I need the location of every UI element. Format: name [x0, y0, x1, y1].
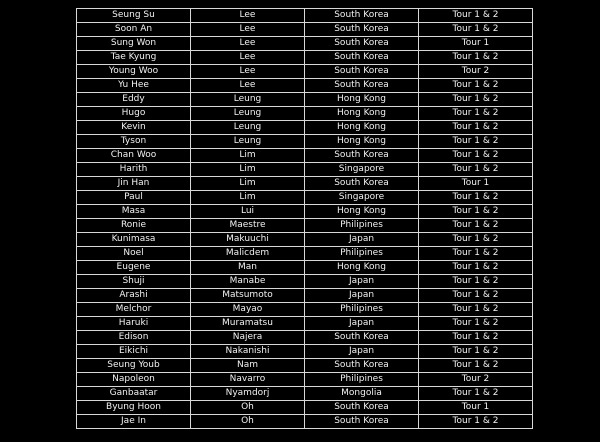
table-row	[77, 205, 533, 219]
first-name-cell: Harith	[77, 163, 191, 177]
tour-cell: Tour 1 & 2	[419, 261, 533, 275]
country-cell: Hong Kong	[305, 121, 419, 135]
last-name-cell: Najera	[191, 331, 305, 345]
last-name-cell: Nyamdorj	[191, 387, 305, 401]
tour-cell: Tour 1 & 2	[419, 135, 533, 149]
table-row	[77, 107, 533, 121]
last-name-cell: Lim	[191, 149, 305, 163]
table-row	[77, 275, 533, 289]
table-row	[77, 233, 533, 247]
table-row	[77, 163, 533, 177]
country-cell: South Korea	[305, 149, 419, 163]
last-name-cell: Malicdem	[191, 247, 305, 261]
tour-cell: Tour 1 & 2	[419, 345, 533, 359]
tour-cell: Tour 1 & 2	[419, 359, 533, 373]
tour-cell: Tour 1 & 2	[419, 149, 533, 163]
first-name-cell: Young Woo	[77, 65, 191, 79]
first-name-cell: Ganbaatar	[77, 387, 191, 401]
tour-cell: Tour 1	[419, 177, 533, 191]
first-name-cell: Noel	[77, 247, 191, 261]
last-name-cell: Mayao	[191, 303, 305, 317]
first-name-cell: Masa	[77, 205, 191, 219]
first-name-cell: Eikichi	[77, 345, 191, 359]
country-cell: South Korea	[305, 23, 419, 37]
first-name-cell: Eddy	[77, 93, 191, 107]
country-cell: Japan	[305, 233, 419, 247]
table-row	[77, 289, 533, 303]
last-name-cell: Leung	[191, 135, 305, 149]
last-name-cell: Matsumoto	[191, 289, 305, 303]
country-cell: Japan	[305, 275, 419, 289]
tour-cell: Tour 1 & 2	[419, 93, 533, 107]
last-name-cell: Manabe	[191, 275, 305, 289]
tour-cell: Tour 1 & 2	[419, 415, 533, 429]
last-name-cell: Lim	[191, 191, 305, 205]
table-row	[77, 121, 533, 135]
table-row	[77, 303, 533, 317]
country-cell: South Korea	[305, 79, 419, 93]
last-name-cell: Nakanishi	[191, 345, 305, 359]
first-name-cell: Jin Han	[77, 177, 191, 191]
roster-table-body	[77, 9, 533, 429]
tour-cell: Tour 1 & 2	[419, 233, 533, 247]
table-row	[77, 373, 533, 387]
tour-cell: Tour 1 & 2	[419, 247, 533, 261]
tour-cell: Tour 1 & 2	[419, 387, 533, 401]
country-cell: Philipines	[305, 303, 419, 317]
last-name-cell: Makuuchi	[191, 233, 305, 247]
last-name-cell: Oh	[191, 401, 305, 415]
table-row	[77, 51, 533, 65]
country-cell: Philipines	[305, 219, 419, 233]
first-name-cell: Paul	[77, 191, 191, 205]
tour-cell: Tour 1 & 2	[419, 79, 533, 93]
tour-cell: Tour 1 & 2	[419, 331, 533, 345]
last-name-cell: Lee	[191, 65, 305, 79]
table-row	[77, 261, 533, 275]
country-cell: South Korea	[305, 65, 419, 79]
table-row	[77, 317, 533, 331]
table-row	[77, 345, 533, 359]
tour-cell: Tour 1 & 2	[419, 191, 533, 205]
table-row	[77, 331, 533, 345]
first-name-cell: Melchor	[77, 303, 191, 317]
last-name-cell: Lee	[191, 9, 305, 23]
country-cell: Hong Kong	[305, 205, 419, 219]
last-name-cell: Lee	[191, 23, 305, 37]
table-row	[77, 247, 533, 261]
first-name-cell: Chan Woo	[77, 149, 191, 163]
table-row	[77, 9, 533, 23]
country-cell: Philipines	[305, 373, 419, 387]
last-name-cell: Navarro	[191, 373, 305, 387]
country-cell: South Korea	[305, 331, 419, 345]
table-row	[77, 415, 533, 429]
first-name-cell: Napoleon	[77, 373, 191, 387]
last-name-cell: Man	[191, 261, 305, 275]
last-name-cell: Lee	[191, 37, 305, 51]
first-name-cell: Seung Youb	[77, 359, 191, 373]
first-name-cell: Kunimasa	[77, 233, 191, 247]
tour-cell: Tour 1 & 2	[419, 51, 533, 65]
country-cell: Hong Kong	[305, 107, 419, 121]
last-name-cell: Oh	[191, 415, 305, 429]
country-cell: South Korea	[305, 415, 419, 429]
country-cell: South Korea	[305, 9, 419, 23]
tour-cell: Tour 1 & 2	[419, 303, 533, 317]
last-name-cell: Leung	[191, 121, 305, 135]
first-name-cell: Yu Hee	[77, 79, 191, 93]
table-row	[77, 79, 533, 93]
roster-table	[76, 8, 533, 429]
first-name-cell: Kevin	[77, 121, 191, 135]
last-name-cell: Lee	[191, 79, 305, 93]
first-name-cell: Tae Kyung	[77, 51, 191, 65]
country-cell: Japan	[305, 289, 419, 303]
roster-table-container	[76, 8, 532, 429]
last-name-cell: Lim	[191, 163, 305, 177]
table-row	[77, 65, 533, 79]
last-name-cell: Leung	[191, 107, 305, 121]
first-name-cell: Shuji	[77, 275, 191, 289]
tour-cell: Tour 1 & 2	[419, 9, 533, 23]
table-row	[77, 93, 533, 107]
country-cell: Hong Kong	[305, 93, 419, 107]
country-cell: Japan	[305, 345, 419, 359]
last-name-cell: Nam	[191, 359, 305, 373]
first-name-cell: Eugene	[77, 261, 191, 275]
tour-cell: Tour 1 & 2	[419, 205, 533, 219]
tour-cell: Tour 2	[419, 373, 533, 387]
tour-cell: Tour 1 & 2	[419, 163, 533, 177]
country-cell: South Korea	[305, 37, 419, 51]
last-name-cell: Lim	[191, 177, 305, 191]
tour-cell: Tour 2	[419, 65, 533, 79]
last-name-cell: Leung	[191, 93, 305, 107]
first-name-cell: Arashi	[77, 289, 191, 303]
first-name-cell: Jae In	[77, 415, 191, 429]
tour-cell: Tour 1 & 2	[419, 23, 533, 37]
tour-cell: Tour 1	[419, 401, 533, 415]
table-row	[77, 23, 533, 37]
last-name-cell: Maestre	[191, 219, 305, 233]
table-row	[77, 191, 533, 205]
table-row	[77, 37, 533, 51]
country-cell: South Korea	[305, 177, 419, 191]
country-cell: Mongolia	[305, 387, 419, 401]
tour-cell: Tour 1 & 2	[419, 317, 533, 331]
country-cell: South Korea	[305, 359, 419, 373]
first-name-cell: Sung Won	[77, 37, 191, 51]
first-name-cell: Byung Hoon	[77, 401, 191, 415]
table-row	[77, 219, 533, 233]
country-cell: Singapore	[305, 163, 419, 177]
last-name-cell: Lui	[191, 205, 305, 219]
table-row	[77, 401, 533, 415]
first-name-cell: Ronie	[77, 219, 191, 233]
country-cell: Japan	[305, 317, 419, 331]
first-name-cell: Seung Su	[77, 9, 191, 23]
country-cell: Singapore	[305, 191, 419, 205]
first-name-cell: Hugo	[77, 107, 191, 121]
tour-cell: Tour 1	[419, 37, 533, 51]
last-name-cell: Lee	[191, 51, 305, 65]
country-cell: Hong Kong	[305, 135, 419, 149]
tour-cell: Tour 1 & 2	[419, 275, 533, 289]
table-row	[77, 149, 533, 163]
first-name-cell: Haruki	[77, 317, 191, 331]
table-row	[77, 135, 533, 149]
tour-cell: Tour 1 & 2	[419, 219, 533, 233]
country-cell: Philipines	[305, 247, 419, 261]
country-cell: South Korea	[305, 401, 419, 415]
first-name-cell: Edison	[77, 331, 191, 345]
tour-cell: Tour 1 & 2	[419, 121, 533, 135]
first-name-cell: Tyson	[77, 135, 191, 149]
table-row	[77, 359, 533, 373]
table-row	[77, 177, 533, 191]
tour-cell: Tour 1 & 2	[419, 289, 533, 303]
first-name-cell: Soon An	[77, 23, 191, 37]
tour-cell: Tour 1 & 2	[419, 107, 533, 121]
last-name-cell: Muramatsu	[191, 317, 305, 331]
country-cell: Hong Kong	[305, 261, 419, 275]
table-row	[77, 387, 533, 401]
country-cell: South Korea	[305, 51, 419, 65]
